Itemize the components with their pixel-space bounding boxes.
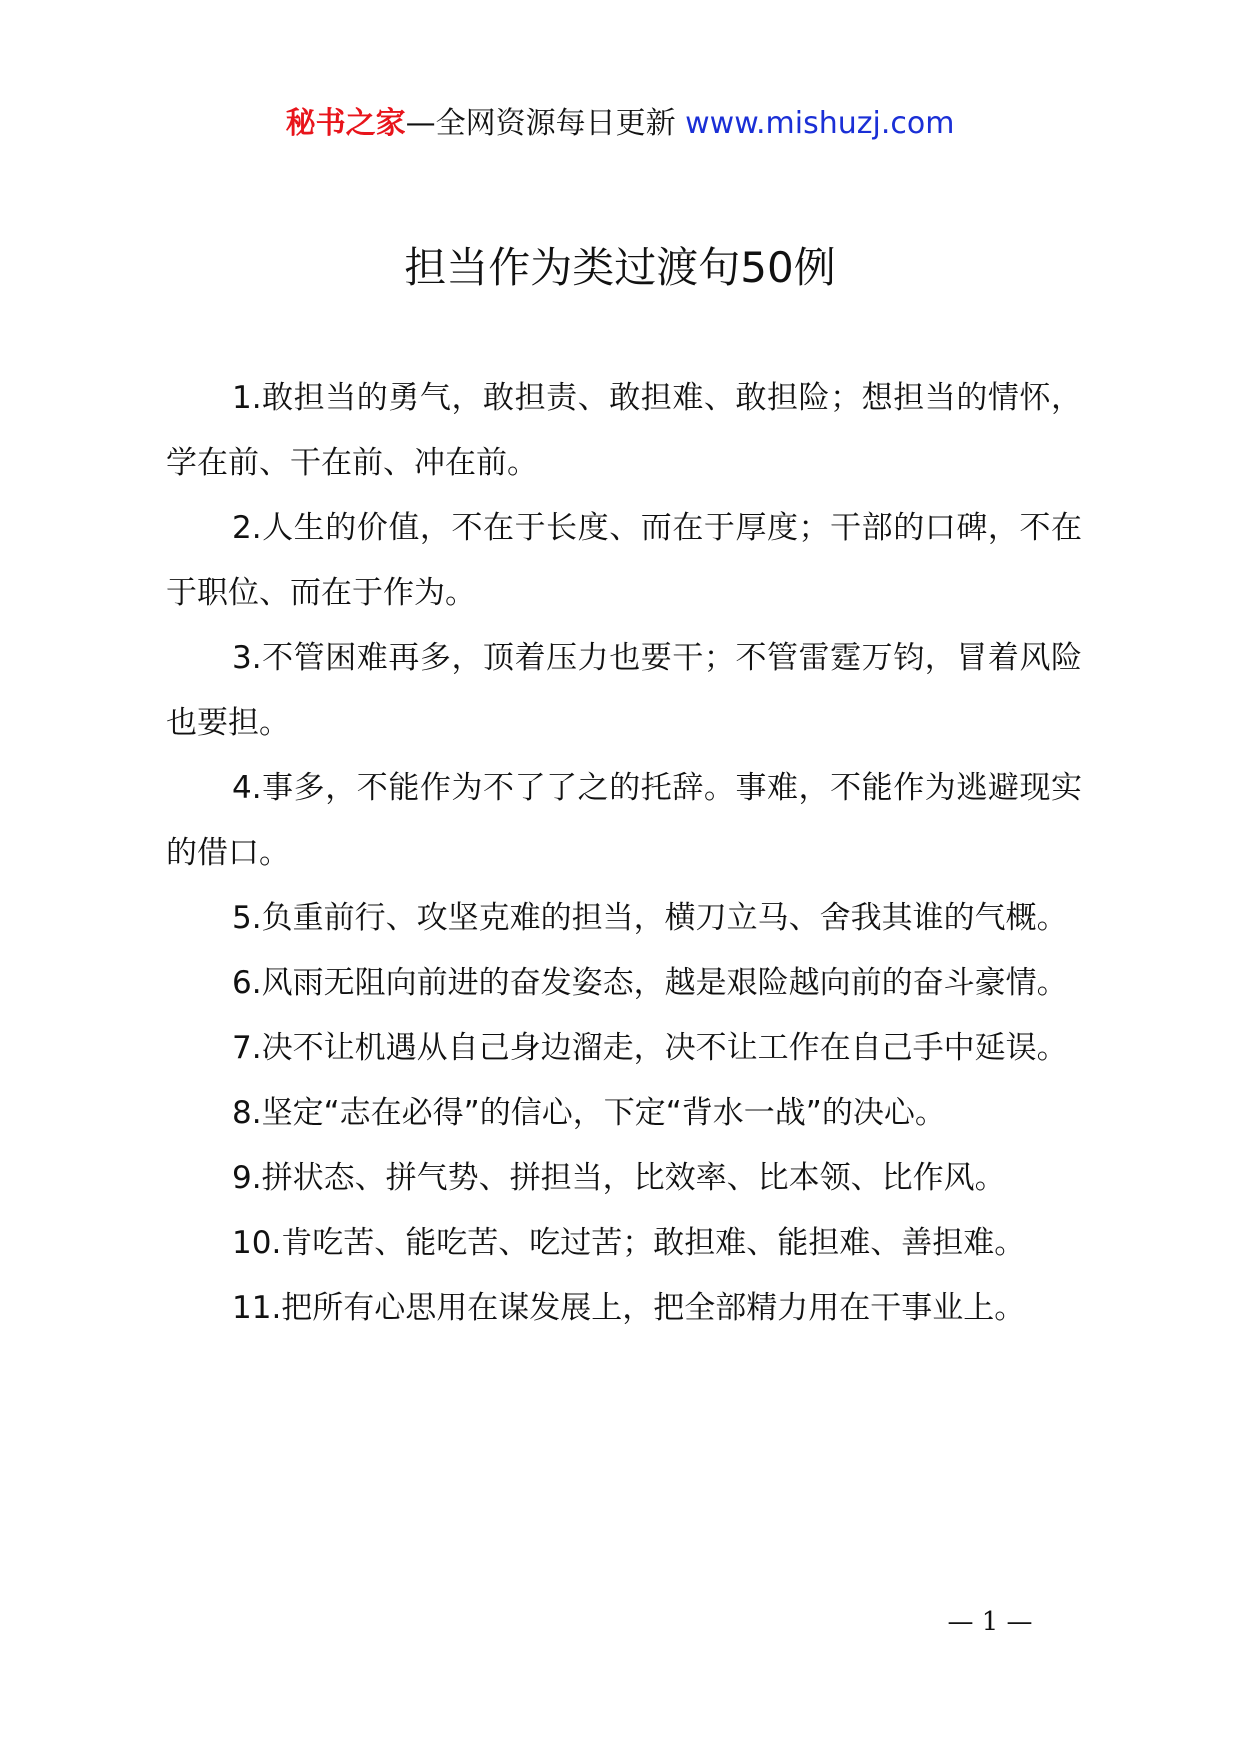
paragraph-3: 3.不管困难再多，顶着压力也要干；不管雷霆万钧，冒着风险也要担。 xyxy=(166,640,1082,741)
paragraph-10: 10.肯吃苦、能吃苦、吃过苦；敢担难、能担难、善担难。 xyxy=(232,1225,1026,1261)
document-body xyxy=(166,366,1082,1341)
paragraph-6: 6.风雨无阻向前进的奋发姿态，越是艰险越向前的奋斗豪情。 xyxy=(232,965,1068,1001)
paragraph-2: 2.人生的价值，不在于长度、而在于厚度；干部的口碑，不在于职位、而在于作为。 xyxy=(166,510,1082,611)
site-header xyxy=(0,100,1240,148)
site-url-link[interactable]: www.mishuzj.com xyxy=(685,106,955,141)
site-tagline: —全网资源每日更新 xyxy=(405,106,686,141)
paragraph-4: 4.事多，不能作为不了了之的托辞。事难，不能作为逃避现实的借口。 xyxy=(166,770,1082,871)
paragraph-1: 1.敢担当的勇气，敢担责、敢担难、敢担险；想担当的情怀，学在前、干在前、冲在前。 xyxy=(166,380,1082,481)
paragraph-8: 8.坚定“志在必得”的信心，下定“背水一战”的决心。 xyxy=(232,1095,946,1131)
paragraph-11: 11.把所有心思用在谋发展上，把全部精力用在干事业上。 xyxy=(232,1290,1026,1326)
paragraph-5: 5.负重前行、攻坚克难的担当，横刀立马、舍我其谁的气概。 xyxy=(232,900,1068,936)
document-title: 担当作为类过渡句50例 xyxy=(404,243,836,292)
paragraph-7: 7.决不让机遇从自己身边溜走，决不让工作在自己手中延误。 xyxy=(232,1030,1068,1066)
paragraph-9: 9.拼状态、拼气势、拼担当，比效率、比本领、比作风。 xyxy=(232,1160,1006,1196)
site-brand: 秘书之家 xyxy=(285,106,406,141)
page-number: — 1 — xyxy=(947,1607,1033,1637)
